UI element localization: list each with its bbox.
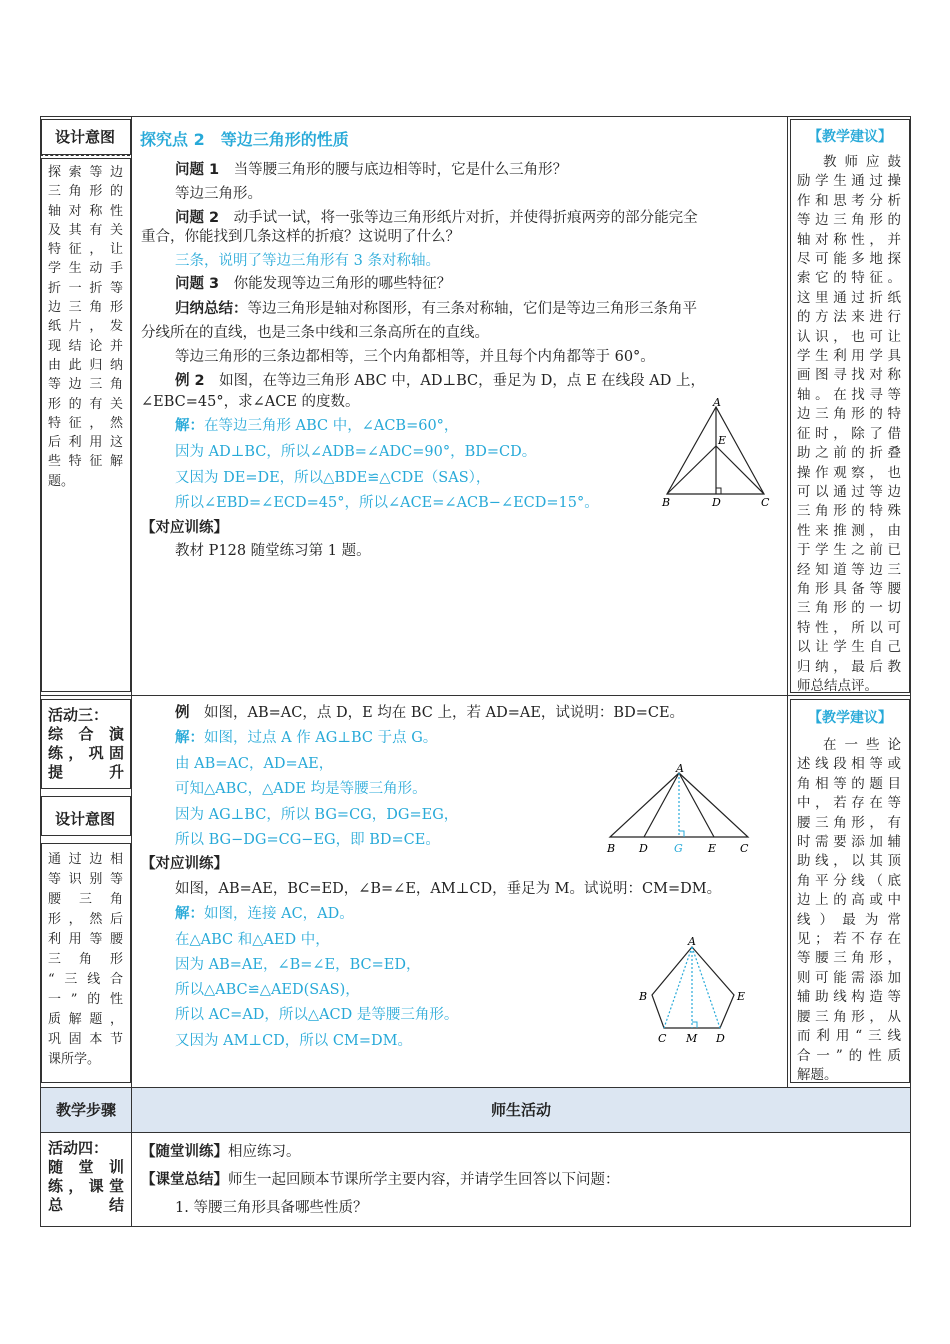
training-label-2: 【对应训练】 — [141, 856, 228, 872]
text-line: 而利用“三线 — [797, 1028, 901, 1045]
training-text-2: 如图，AB=AE，BC=ED，∠B=∠E，AM⊥CD，垂足为 M。试说明：CM=DM。 — [175, 881, 722, 897]
table-border-top — [40, 116, 911, 117]
fig2-label-e: E — [708, 842, 717, 855]
solution-line-2: 因为 AD⊥BC，所以∠ADB=∠ADC=90°，BD=CD。 — [175, 444, 537, 460]
fig3-label-e: E — [737, 990, 746, 1003]
text-line: 于学生之前已 — [797, 542, 901, 559]
fig2-label-b: B — [607, 842, 616, 855]
section-title: 探究点 2 等边三角形的性质 — [140, 130, 349, 149]
row-divider-3 — [40, 1132, 911, 1133]
fig1-label-e: E — [718, 434, 727, 447]
training-solution-4: 所以△ABC≌△AED(SAS)， — [175, 982, 360, 998]
text-line: 边上的高或中 — [797, 892, 901, 909]
figure-equilateral-triangle — [660, 398, 772, 510]
fig2-label-d: D — [639, 842, 648, 855]
design-intent-text-1 — [48, 163, 123, 491]
text-line: 纸片，发 — [48, 319, 123, 335]
text-line: 辅助线构造等 — [797, 989, 901, 1006]
text-line: 探索等边 — [48, 165, 123, 180]
teaching-suggestion-label-2: 【教学建议】 — [808, 710, 892, 726]
example-solution-1: 解：如图，过点 A 作 AG⊥BC 于点 G。 — [175, 730, 438, 746]
review-training: 【随堂训练】相应练习。 — [141, 1144, 301, 1160]
text-line: 征时，除了借 — [797, 425, 901, 442]
table-border-bottom — [40, 1226, 911, 1227]
text-line: 综合演 — [48, 725, 124, 743]
text-line: 认识，也可让 — [797, 328, 901, 345]
fig3-label-c: C — [658, 1032, 667, 1045]
text-line: 总结 — [48, 1196, 124, 1214]
text-line: 现结论并 — [48, 338, 123, 354]
question-1: 问题 1 当等腰三角形的腰与底边相等时，它是什么三角形？ — [175, 162, 568, 178]
example-2: 例 2 如图，在等边三角形 ABC 中，AD⊥BC，垂足为 D，点 E 在线段 AD 上， — [175, 373, 705, 389]
text-line: 特征，然 — [48, 415, 123, 431]
text-line: 随堂训 — [48, 1158, 124, 1176]
text-line: 操作观察，也 — [797, 464, 901, 481]
question-3: 问题 3 你能发现等边三角形的哪些特征？ — [175, 276, 452, 292]
text-line: 特征，让 — [48, 242, 123, 258]
answer-1: 等边三角形。 — [175, 186, 262, 202]
activity-4-label — [48, 1139, 124, 1215]
fig1-label-a: A — [713, 398, 721, 409]
text-line: 后利用这 — [48, 435, 123, 451]
training-solution-2: 在△ABC 和△AED 中， — [175, 932, 330, 948]
training-solution-3: 因为 AB=AE，∠B=∠E，BC=ED， — [175, 957, 421, 973]
solution-line-4: 所以∠EBD=∠ECD=45°，所以∠ACE=∠ACB−∠ECD=15°。 — [175, 495, 599, 511]
training-text-1: 教材 P128 随堂练习第 1 题。 — [175, 543, 371, 559]
text-line: 师总结点评。 — [797, 677, 878, 694]
col-divider-right — [787, 116, 788, 1087]
text-line: 腰三角 — [48, 892, 123, 907]
example-solution-4: 因为 AG⊥BC，所以 BG=CG，DG=EG， — [175, 807, 459, 823]
text-line: 在一些论 — [823, 737, 901, 753]
row-divider-2 — [40, 1087, 911, 1088]
table-border-right — [910, 116, 911, 1227]
text-line: 述线段相等或 — [797, 756, 901, 773]
answer-2: 三条，说明了等边三角形有 3 条对称轴。 — [175, 253, 440, 269]
fig2-label-a: A — [676, 762, 684, 775]
text-line: 助之前的折叠 — [797, 445, 901, 462]
question-2-cont: 重合，你能找到几条这样的折痕？这说明了什么？ — [141, 229, 460, 245]
example: 例 如图，AB=AC，点 D，E 均在 BC 上，若 AD=AE，试说明：BD=CE。 — [175, 705, 685, 721]
text-line: 特性，所以可 — [797, 619, 901, 636]
teaching-suggestion-text-1 — [797, 153, 901, 696]
summary-equilateral: 等边三角形的三条边都相等，三个内角都相等，并且每个内角都等于 60°。 — [175, 349, 655, 365]
text-line: 及其有关 — [48, 222, 123, 238]
text-line: 轴对称性 — [48, 203, 123, 219]
fig1-label-b: B — [662, 496, 671, 509]
text-line: 一”的性 — [48, 992, 123, 1007]
figure-pentagon — [634, 930, 754, 1050]
teaching-steps-header: 教学步骤 — [55, 1101, 116, 1119]
text-line: 以让学生自己 — [797, 639, 901, 656]
fig2-label-g: G — [674, 842, 683, 855]
text-line: 时需要添加辅 — [797, 834, 901, 851]
text-line: 角形具备等腰 — [797, 580, 901, 597]
text-line: 的方法来进行 — [797, 309, 901, 326]
text-line: 提升 — [48, 763, 124, 781]
text-line: 索它的特征。 — [797, 270, 901, 287]
fig3-label-b: B — [639, 990, 648, 1003]
example-solution-2: 由 AB=AC，AD=AE， — [175, 756, 334, 772]
text-line: 线）最为常 — [797, 911, 901, 928]
training-solution-1: 解：如图，连接 AC，AD。 — [175, 906, 354, 922]
summary-question-1: 1. 等腰三角形具备哪些性质？ — [175, 1200, 368, 1216]
text-line: 三角形 — [48, 952, 123, 967]
design-intent-label-1: 设计意图 — [54, 128, 115, 146]
text-line: 由此归纳 — [48, 357, 123, 373]
text-line: 三角形的一切 — [797, 600, 901, 617]
text-line: 三角形的 — [48, 184, 123, 200]
text-line: 活动四： — [48, 1139, 109, 1157]
row-divider-1 — [40, 695, 911, 696]
text-line: 画图寻找对称 — [797, 367, 901, 384]
design-intent-text-2 — [48, 850, 123, 1070]
text-line: 练，课堂 — [48, 1177, 124, 1195]
text-line: 等边三角形的 — [797, 212, 901, 229]
text-line: 课所学。 — [48, 1052, 101, 1067]
solution-line-3: 又因为 DE=DE，所以△BDE≌△CDE（SAS）， — [175, 470, 491, 486]
text-line: 励学生通过操 — [797, 173, 901, 190]
text-line: 折一折等 — [48, 280, 123, 296]
text-line: 形的有关 — [48, 396, 123, 412]
example-solution-3: 可知△ABC，△ADE 均是等腰三角形。 — [175, 781, 427, 797]
fig3-label-m: M — [686, 1032, 698, 1045]
figure-isosceles-triangle — [604, 762, 756, 858]
fig1-label-c: C — [761, 496, 770, 509]
teaching-suggestion-label-1: 【教学建议】 — [808, 129, 892, 145]
design-intent-label-2: 设计意图 — [54, 810, 115, 828]
text-line: 归纳，最后教 — [797, 658, 901, 675]
text-line: 利用等腰 — [48, 932, 123, 947]
class-summary: 【课堂总结】师生一起回顾本节课所学主要内容，并请学生回答以下问题： — [141, 1172, 620, 1188]
text-line: 性来推测，由 — [797, 522, 901, 539]
example-solution-5: 所以 BG−DG=CG−EG，即 BD=CE。 — [175, 832, 440, 848]
text-line: 些特征解 — [48, 454, 123, 470]
teacher-student-activities-header: 师生活动 — [490, 1101, 551, 1119]
text-line: 边三角形 — [48, 300, 123, 316]
text-line: 尽可能多地探 — [797, 251, 901, 268]
text-line: 边三角形的特 — [797, 406, 901, 423]
text-line: “三线合 — [48, 972, 123, 987]
left-label-divider-1 — [40, 155, 130, 156]
text-line: 活动三： — [48, 706, 109, 724]
col-divider-left — [131, 116, 132, 1227]
text-line: 等腰三角形， — [797, 950, 901, 967]
text-line: 腰三角形，从 — [797, 1008, 901, 1025]
text-line: 三角形的特殊 — [797, 503, 901, 520]
text-line: 质解题， — [48, 1012, 123, 1027]
training-label-1: 【对应训练】 — [141, 520, 228, 536]
fig3-label-d: D — [716, 1032, 725, 1045]
text-line: 形，然后 — [48, 912, 123, 927]
text-line: 作和思考分析 — [797, 192, 901, 209]
text-line: 经知道等边三 — [797, 561, 901, 578]
text-line: 则可能需添加 — [797, 969, 901, 986]
text-line: 题。 — [48, 473, 75, 489]
text-line: 练，巩固 — [48, 744, 124, 762]
text-line: 见；若不存在 — [797, 931, 901, 948]
text-line: 学生利用学具 — [797, 348, 901, 365]
text-line: 中，若存在等 — [797, 795, 901, 812]
text-line: 通过边相 — [48, 852, 123, 867]
text-line: 助线，以其顶 — [797, 853, 901, 870]
example-2-cont: ∠EBC=45°，求∠ACE 的度数。 — [141, 394, 360, 410]
text-line: 腰三角形，有 — [797, 814, 901, 831]
text-line: 学生动手 — [48, 261, 123, 277]
training-solution-5: 所以 AC=AD，所以△ACD 是等腰三角形。 — [175, 1007, 459, 1023]
solution-line-1: 解：在等边三角形 ABC 中，∠ACB=60°， — [175, 418, 459, 434]
teaching-suggestion-text-2 — [797, 736, 901, 1085]
fig3-label-a: A — [688, 935, 696, 948]
text-line: 等边三角 — [48, 377, 123, 393]
text-line: 角平分线（底 — [797, 872, 901, 889]
text-line: 等识别等 — [48, 872, 123, 887]
training-solution-6: 又因为 AM⊥CD，所以 CM=DM。 — [175, 1033, 412, 1049]
text-line: 解题。 — [797, 1066, 838, 1083]
summary: 归纳总结：等边三角形是轴对称图形，有三条对称轴，它们是等边三角形三条角平 — [175, 301, 697, 317]
text-line: 教师应鼓 — [823, 154, 901, 170]
text-line: 合一”的性质 — [797, 1047, 901, 1064]
text-line: 轴。在找寻等 — [797, 386, 901, 403]
text-line: 角相等的题目 — [797, 775, 901, 792]
summary-cont: 分线所在的直线，也是三条中线和三条高所在的直线。 — [141, 325, 489, 341]
activity-3-label — [48, 706, 124, 782]
question-2: 问题 2 动手试一试，将一张等边三角形纸片对折，并使得折痕两旁的部分能完全 — [175, 210, 698, 226]
text-line: 可以通过等边 — [797, 483, 901, 500]
text-line: 巩固本节 — [48, 1032, 123, 1047]
text-line: 这里通过折纸 — [797, 289, 901, 306]
fig1-label-d: D — [712, 496, 721, 509]
text-line: 轴对称性，并 — [797, 231, 901, 248]
fig2-label-c: C — [740, 842, 749, 855]
